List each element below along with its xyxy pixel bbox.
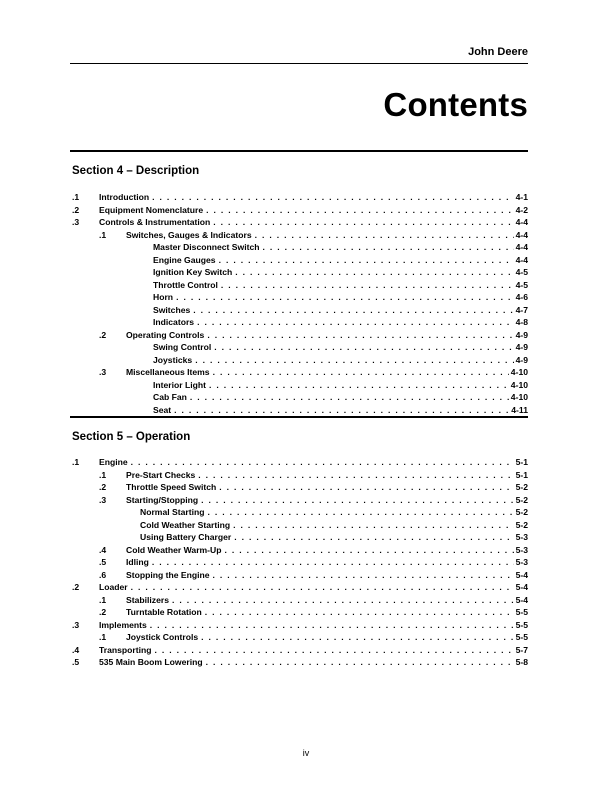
toc-entry-number: .2 xyxy=(99,329,107,340)
toc-leader-dots xyxy=(233,519,513,531)
title-rule xyxy=(70,150,528,152)
toc-entry-label: Stopping the Engine xyxy=(126,569,210,580)
toc-entry-label: Turntable Rotation xyxy=(126,607,202,617)
toc-entry-label: Cold Weather Starting xyxy=(140,519,231,530)
toc-entry[interactable] xyxy=(0,266,612,278)
toc-leader-dots xyxy=(205,606,514,618)
toc-entry-label: Switches xyxy=(153,304,191,315)
toc-entry[interactable] xyxy=(0,379,612,391)
toc-entry-page: 4-5 xyxy=(515,267,528,277)
toc-leader-dots xyxy=(219,254,514,266)
toc-entry-label: Engine Gauges xyxy=(153,254,216,265)
toc-entry[interactable] xyxy=(0,531,612,543)
toc-leader-dots xyxy=(176,291,514,303)
toc-entry[interactable] xyxy=(0,191,612,203)
toc-entry-number: .1 xyxy=(99,632,107,642)
toc-entry[interactable] xyxy=(0,519,612,531)
toc-entry-label: Equipment Nomenclature xyxy=(99,204,204,215)
toc-entry-page: 4-9 xyxy=(515,342,528,352)
toc-entry-label: Joystick Controls xyxy=(126,632,199,642)
toc-entry-page: 4-8 xyxy=(515,317,528,327)
toc-leader-dots xyxy=(255,229,514,241)
toc-entry-number: .2 xyxy=(72,582,80,592)
toc-leader-dots xyxy=(197,316,514,328)
toc-entry-page: 4-11 xyxy=(511,404,528,415)
toc-leader-dots xyxy=(263,241,514,253)
toc-entry-label: Transporting xyxy=(99,644,152,655)
toc-leader-dots xyxy=(219,481,513,493)
toc-entry[interactable] xyxy=(0,606,612,618)
toc-entry-page: 4-6 xyxy=(515,292,528,302)
toc-entry-page: 5-1 xyxy=(515,457,528,467)
toc-entry-page: 5-4 xyxy=(515,569,528,580)
toc-entry[interactable] xyxy=(0,494,612,506)
toc-entry-page: 5-5 xyxy=(515,632,528,642)
toc-leader-dots xyxy=(150,619,514,631)
toc-leader-dots xyxy=(172,594,514,606)
toc-entry[interactable] xyxy=(0,241,612,253)
toc-entry-label: Stabilizers xyxy=(126,594,169,605)
toc-entry-label: Horn xyxy=(153,292,174,302)
toc-entry-number: .2 xyxy=(72,204,80,215)
toc-leader-dots xyxy=(225,544,514,556)
toc-leader-dots xyxy=(213,216,513,228)
toc-leader-dots xyxy=(201,631,513,643)
toc-leader-dots xyxy=(193,304,513,316)
page-title: Contents xyxy=(383,86,528,123)
toc-entry[interactable] xyxy=(0,291,612,303)
toc-entry-page: 5-1 xyxy=(515,469,528,480)
toc-entry-number: .1 xyxy=(99,229,107,240)
toc-entry-number: .1 xyxy=(99,594,107,605)
toc-entry-label: Controls & Instrumentation xyxy=(99,217,211,227)
toc-entry[interactable] xyxy=(0,254,612,266)
toc-entry-number: .2 xyxy=(99,607,107,617)
toc-entry[interactable] xyxy=(0,204,612,216)
section-divider-rule xyxy=(70,416,528,418)
toc-entry[interactable] xyxy=(0,366,612,378)
toc-leader-dots xyxy=(234,531,513,543)
toc-entry[interactable] xyxy=(0,594,612,606)
toc-leader-dots xyxy=(152,556,514,568)
toc-entry[interactable] xyxy=(0,631,612,643)
toc-entry[interactable] xyxy=(0,279,612,291)
toc-entry-label: Swing Control xyxy=(153,342,212,352)
toc-entry-label: Joysticks xyxy=(153,354,193,365)
toc-entry[interactable] xyxy=(0,456,612,468)
toc-entry[interactable] xyxy=(0,556,612,568)
toc-leader-dots xyxy=(206,204,513,216)
toc-entry[interactable] xyxy=(0,506,612,518)
toc-leader-dots xyxy=(201,494,513,506)
toc-leader-dots xyxy=(174,404,509,416)
toc-leader-dots xyxy=(190,391,509,403)
toc-entry-page: 4-10 xyxy=(510,367,528,377)
toc-entry-page: 4-4 xyxy=(515,254,528,265)
toc-entry-page: 4-1 xyxy=(515,192,528,202)
toc-entry[interactable] xyxy=(0,544,612,556)
toc-leader-dots xyxy=(209,379,509,391)
toc-entry-label: Switches, Gauges & Indicators xyxy=(126,229,252,240)
toc-entry-page: 4-9 xyxy=(515,329,528,340)
footer-page-number: iv xyxy=(302,748,310,758)
toc-entry-page: 4-10 xyxy=(510,379,528,390)
toc-entry-number: .2 xyxy=(99,482,107,492)
toc-entry-label: Cold Weather Warm-Up xyxy=(126,544,222,555)
toc-entry-label: Implements xyxy=(99,619,147,630)
toc-entry-label: Using Battery Charger xyxy=(140,532,232,542)
toc-entry[interactable] xyxy=(0,569,612,581)
toc-entry-page: 4-4 xyxy=(515,229,528,240)
toc-entry-number: .1 xyxy=(72,192,80,202)
toc-entry-label: Seat xyxy=(153,404,172,415)
toc-entry-label: Miscellaneous Items xyxy=(126,367,210,377)
toc-entry-label: Cab Fan xyxy=(153,392,187,402)
toc-entry-label: Pre-Start Checks xyxy=(126,469,196,480)
toc-entry-page: 5-2 xyxy=(515,519,528,530)
header-rule xyxy=(70,63,528,64)
toc-entry-label: Interior Light xyxy=(153,379,206,390)
toc-leader-dots xyxy=(206,656,514,668)
toc-entry-page: 5-3 xyxy=(515,557,528,567)
toc-leader-dots xyxy=(213,366,509,378)
toc-entry-page: 4-4 xyxy=(515,242,528,252)
toc-entry[interactable] xyxy=(0,469,612,481)
toc-entry-page: 5-2 xyxy=(515,494,528,505)
toc-entry[interactable] xyxy=(0,391,612,403)
toc-entry[interactable] xyxy=(0,216,612,228)
toc-entry-page: 5-4 xyxy=(515,594,528,605)
toc-entry-label: Introduction xyxy=(99,192,150,202)
toc-entry-label: Normal Starting xyxy=(140,507,205,517)
toc-entry-page: 5-4 xyxy=(515,582,528,592)
toc-entry-page: 5-2 xyxy=(515,507,528,517)
toc-leader-dots xyxy=(152,191,513,203)
toc-entry-number: .3 xyxy=(99,494,107,505)
toc-entry-page: 5-3 xyxy=(515,532,528,542)
section-5-heading: Section 5 – Operation xyxy=(72,431,191,443)
toc-entry-number: .3 xyxy=(99,367,107,377)
toc-entry-number: .6 xyxy=(99,569,107,580)
toc-entry-label: Ignition Key Switch xyxy=(153,267,233,277)
toc-entry-label: Operating Controls xyxy=(126,329,205,340)
toc-leader-dots xyxy=(214,341,513,353)
toc-entry-label: Idling xyxy=(126,557,149,567)
toc-entry-page: 5-7 xyxy=(515,644,528,655)
toc-entry-page: 4-9 xyxy=(515,354,528,365)
toc-entry-number: .4 xyxy=(99,544,107,555)
toc-entry-number: .1 xyxy=(99,469,107,480)
toc-entry-number: .3 xyxy=(72,217,80,227)
toc-entry[interactable] xyxy=(0,229,612,241)
toc-entry-label: Throttle Control xyxy=(153,279,218,290)
toc-leader-dots xyxy=(221,279,514,291)
toc-entry-number: .5 xyxy=(99,557,107,567)
toc-leader-dots xyxy=(213,569,514,581)
toc-entry-number: .1 xyxy=(72,457,80,467)
toc-entry-label: Master Disconnect Switch xyxy=(153,242,260,252)
toc-entry-page: 5-8 xyxy=(515,657,528,667)
toc-entry-page: 4-7 xyxy=(515,304,528,315)
toc-leader-dots xyxy=(195,354,513,366)
toc-entry-label: Indicators xyxy=(153,317,195,327)
toc-entry[interactable] xyxy=(0,481,612,493)
toc-entry-page: 5-5 xyxy=(515,607,528,617)
toc-entry-label: 535 Main Boom Lowering xyxy=(99,657,203,667)
toc-entry[interactable] xyxy=(0,619,612,631)
toc-leader-dots xyxy=(131,456,514,468)
toc-entry[interactable] xyxy=(0,341,612,353)
toc-entry-page: 4-10 xyxy=(510,392,528,402)
toc-leader-dots xyxy=(207,506,513,518)
toc-entry-label: Loader xyxy=(99,582,128,592)
toc-entry-label: Engine xyxy=(99,457,128,467)
toc-entry[interactable] xyxy=(0,354,612,366)
toc-entry-page: 5-5 xyxy=(515,619,528,630)
toc-entry-number: .4 xyxy=(72,644,80,655)
toc-entry[interactable] xyxy=(0,581,612,593)
toc-leader-dots xyxy=(155,644,514,656)
toc-entry[interactable] xyxy=(0,644,612,656)
toc-entry[interactable] xyxy=(0,304,612,316)
toc-entry-label: Throttle Speed Switch xyxy=(126,482,217,492)
header-brand: John Deere xyxy=(468,46,528,58)
toc-entry[interactable] xyxy=(0,316,612,328)
toc-entry-number: .3 xyxy=(72,619,80,630)
toc-entry-number: .5 xyxy=(72,657,80,667)
section-4-heading: Section 4 – Description xyxy=(72,165,200,177)
toc-entry-page: 4-2 xyxy=(515,204,528,215)
toc-entry-page: 4-4 xyxy=(515,217,528,227)
toc-entry-label: Starting/Stopping xyxy=(126,494,199,505)
toc-entry-page: 5-3 xyxy=(515,544,528,555)
toc-leader-dots xyxy=(198,469,513,481)
toc-leader-dots xyxy=(235,266,513,278)
toc-entry[interactable] xyxy=(0,404,612,416)
toc-entry[interactable] xyxy=(0,656,612,668)
toc-leader-dots xyxy=(131,581,514,593)
toc-entry-page: 5-2 xyxy=(515,482,528,492)
toc-leader-dots xyxy=(207,329,513,341)
toc-entry[interactable] xyxy=(0,329,612,341)
toc-entry-page: 4-5 xyxy=(515,279,528,290)
